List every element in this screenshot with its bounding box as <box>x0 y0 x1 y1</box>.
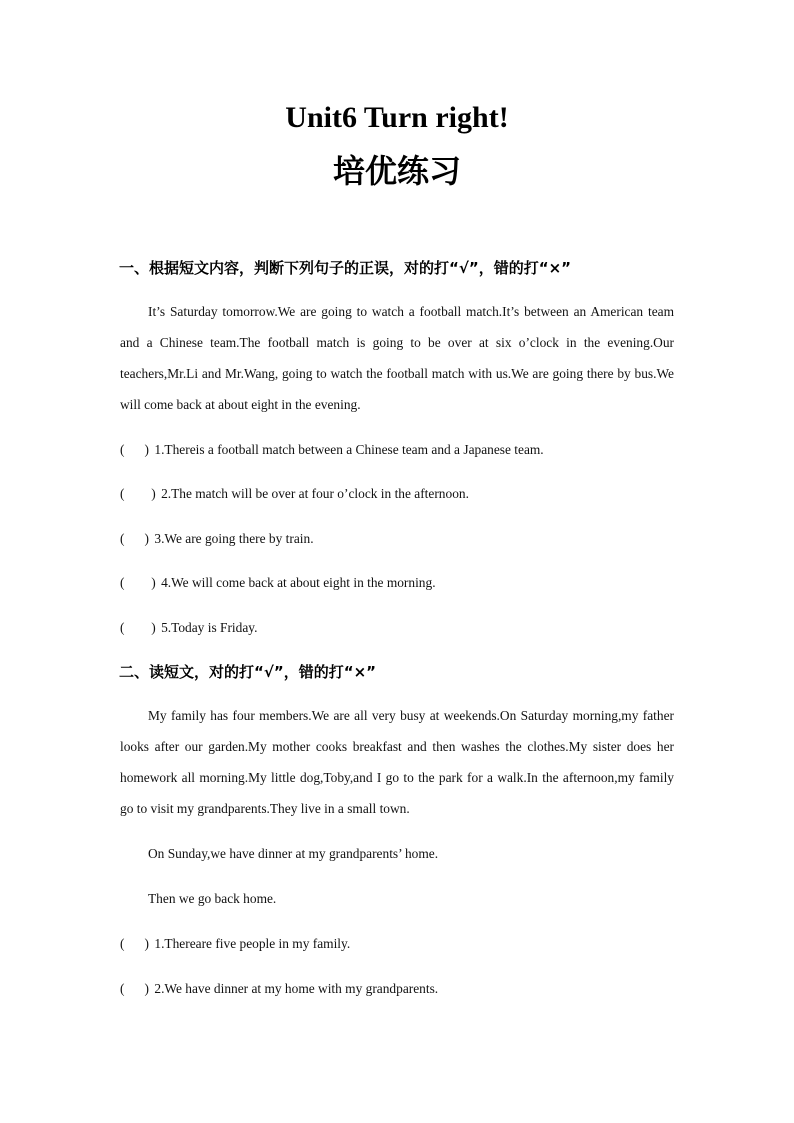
unit-title: Unit6 Turn right! <box>285 101 509 134</box>
section1-question-3 <box>120 529 314 549</box>
answer-bracket[interactable]: ( ) <box>120 575 156 590</box>
section2-heading: 二、读短文，对的打“√”，错的打“×” <box>119 663 377 681</box>
answer-bracket[interactable]: ( ) <box>120 531 150 546</box>
section2-passage-line: On Sunday,we have dinner at my grandparents’ home. <box>148 846 439 861</box>
answer-bracket[interactable]: ( ) <box>120 620 156 635</box>
section2-passage-line: Then we go back home. <box>148 891 277 906</box>
question-text: 3.We are going there by train. <box>154 531 314 546</box>
question-text: 4.We will come back at about eight in the morning. <box>161 575 436 590</box>
section2-passage: My family has four members.We are all very busy at weekends.On Saturday morning,my father looks after our garden.My mother cooks breakfast and then washes the clothes.My sister does her homework all morning.My little dog,Toby,and I go to the park for a walk.In the afternoon,my family go to visit my grandparents.They live in a small town. <box>120 708 674 816</box>
section2-question-1 <box>120 934 350 954</box>
answer-bracket[interactable]: ( ) <box>120 442 150 457</box>
section1-question-4 <box>120 573 436 593</box>
section1-question-1 <box>120 440 544 460</box>
question-text: 2.The match will be over at four o’clock in the afternoon. <box>161 486 469 501</box>
question-text: 2.We have dinner at my home with my grandparents. <box>154 981 439 996</box>
section1-passage: It’s Saturday tomorrow.We are going to watch a football match.It’s between an American team and a Chinese team.The football match is going to be over at six o’clock in the evening.Our teachers,Mr.Li and Mr.Wang, going to watch the football match with us.We are going there by bus.We will come back at about eight in the evening. <box>120 304 674 412</box>
section1-question-2 <box>120 484 469 504</box>
section2-question-2 <box>120 979 438 999</box>
question-text: 1.Thereis a football match between a Chinese team and a Japanese team. <box>154 442 544 457</box>
answer-bracket[interactable]: ( ) <box>120 936 150 951</box>
question-text: 1.Thereare five people in my family. <box>154 936 351 951</box>
worksheet-subtitle: 培优练习 <box>332 152 461 190</box>
section1-heading: 一、根据短文内容，判断下列句子的正误，对的打“√”，错的打“×” <box>119 259 572 277</box>
section1-question-5 <box>120 618 257 638</box>
answer-bracket[interactable]: ( ) <box>120 486 156 501</box>
answer-bracket[interactable]: ( ) <box>120 981 150 996</box>
question-text: 5.Today is Friday. <box>161 620 258 635</box>
